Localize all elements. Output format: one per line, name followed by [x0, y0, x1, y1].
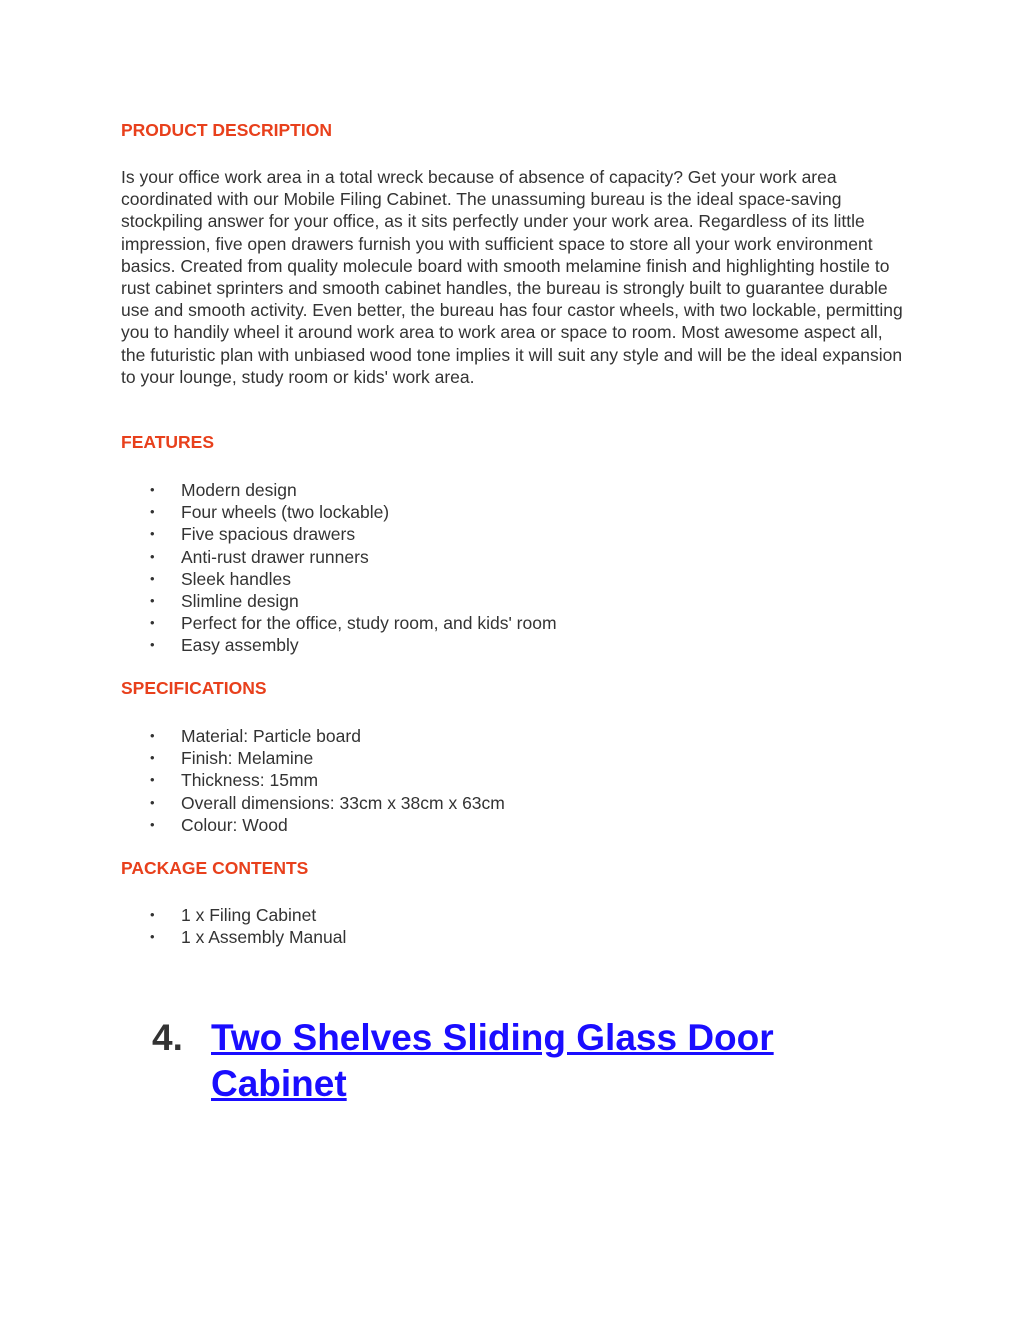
feature-text: Five spacious drawers	[181, 524, 356, 545]
specifications-list	[121, 725, 505, 836]
list-item	[121, 568, 557, 590]
list-item	[121, 904, 346, 926]
bullet-icon: •	[150, 548, 155, 564]
bullet-icon: •	[150, 728, 155, 743]
feature-text: Four wheels (two lockable)	[181, 502, 390, 523]
list-item	[121, 546, 557, 568]
features-list	[121, 479, 557, 657]
product-description-heading: PRODUCT DESCRIPTION	[121, 120, 332, 140]
spec-text: Finish: Melamine	[181, 748, 314, 769]
list-item	[121, 725, 505, 747]
list-item	[121, 814, 505, 836]
list-item	[121, 769, 505, 791]
bullet-icon: •	[150, 907, 155, 922]
package-item-text: 1 x Filing Cabinet	[181, 905, 317, 925]
spec-text: Thickness: 15mm	[181, 770, 319, 791]
feature-text: Perfect for the office, study room, and kids' room	[181, 613, 557, 634]
spec-text: Material: Particle board	[181, 726, 361, 746]
bullet-icon: •	[150, 750, 155, 766]
specifications-heading: SPECIFICATIONS	[121, 678, 267, 698]
bullet-icon: •	[150, 592, 155, 608]
bullet-icon: •	[150, 482, 155, 497]
bullet-icon: •	[150, 637, 155, 653]
list-item	[121, 479, 557, 501]
spec-text: Overall dimensions: 33cm x 38cm x 63cm	[181, 792, 505, 813]
list-item	[121, 501, 557, 523]
list-item	[121, 634, 557, 656]
bullet-icon: •	[150, 504, 155, 520]
feature-text: Anti-rust drawer runners	[181, 546, 369, 567]
feature-text: Sleek handles	[181, 568, 291, 589]
features-heading: FEATURES	[121, 432, 215, 452]
next-product-title-link[interactable]: Two Shelves Sliding Glass Door Cabinet	[211, 1017, 774, 1104]
bullet-icon: •	[150, 615, 155, 631]
list-item	[121, 612, 557, 634]
bullet-icon: •	[150, 526, 155, 542]
bullet-icon: •	[150, 816, 155, 832]
product-description-text: Is your office work area in a total wreck because of absence of capacity? Get your work area coordinated with our Mobile Filing Cabinet. The unassuming bureau is the ideal space-saving stockpiling answer for your office, as it sits perfectly under your work area. Regardless of its little impression, five open drawers furnish you with sufficient space to store all your work environment basics. Created from quality molecule board with smooth melamine finish and highlighting hostile to rust cabinet sprinters and smooth cabinet handles, the bureau is strongly built to guarantee durable use and smooth activity. Even better, the bureau has four castor wheels, with two lockable, permitting you to handily wheel it around work area to work area or space to room. Most awesome aspect all, the futuristic plan with unbiased wood tone implies it will suit any style and will be the ideal expansion to your lounge, study room or kids' work area.	[121, 167, 903, 387]
bullet-icon: •	[150, 794, 155, 810]
feature-text: Slimline design	[181, 590, 299, 611]
list-item	[121, 926, 346, 948]
spec-text: Colour: Wood	[181, 814, 288, 835]
feature-text: Modern design	[181, 480, 297, 500]
bullet-icon: •	[150, 772, 155, 788]
list-item	[121, 523, 557, 545]
section-number: 4.	[152, 1017, 183, 1058]
list-item	[121, 747, 505, 769]
bullet-icon: •	[150, 570, 155, 586]
package-item-text: 1 x Assembly Manual	[181, 927, 347, 948]
bullet-icon: •	[150, 929, 155, 945]
list-item	[121, 792, 505, 814]
package-contents-heading: PACKAGE CONTENTS	[121, 858, 309, 878]
list-item	[121, 590, 557, 612]
feature-text: Easy assembly	[181, 635, 299, 656]
package-contents-list	[121, 904, 346, 948]
